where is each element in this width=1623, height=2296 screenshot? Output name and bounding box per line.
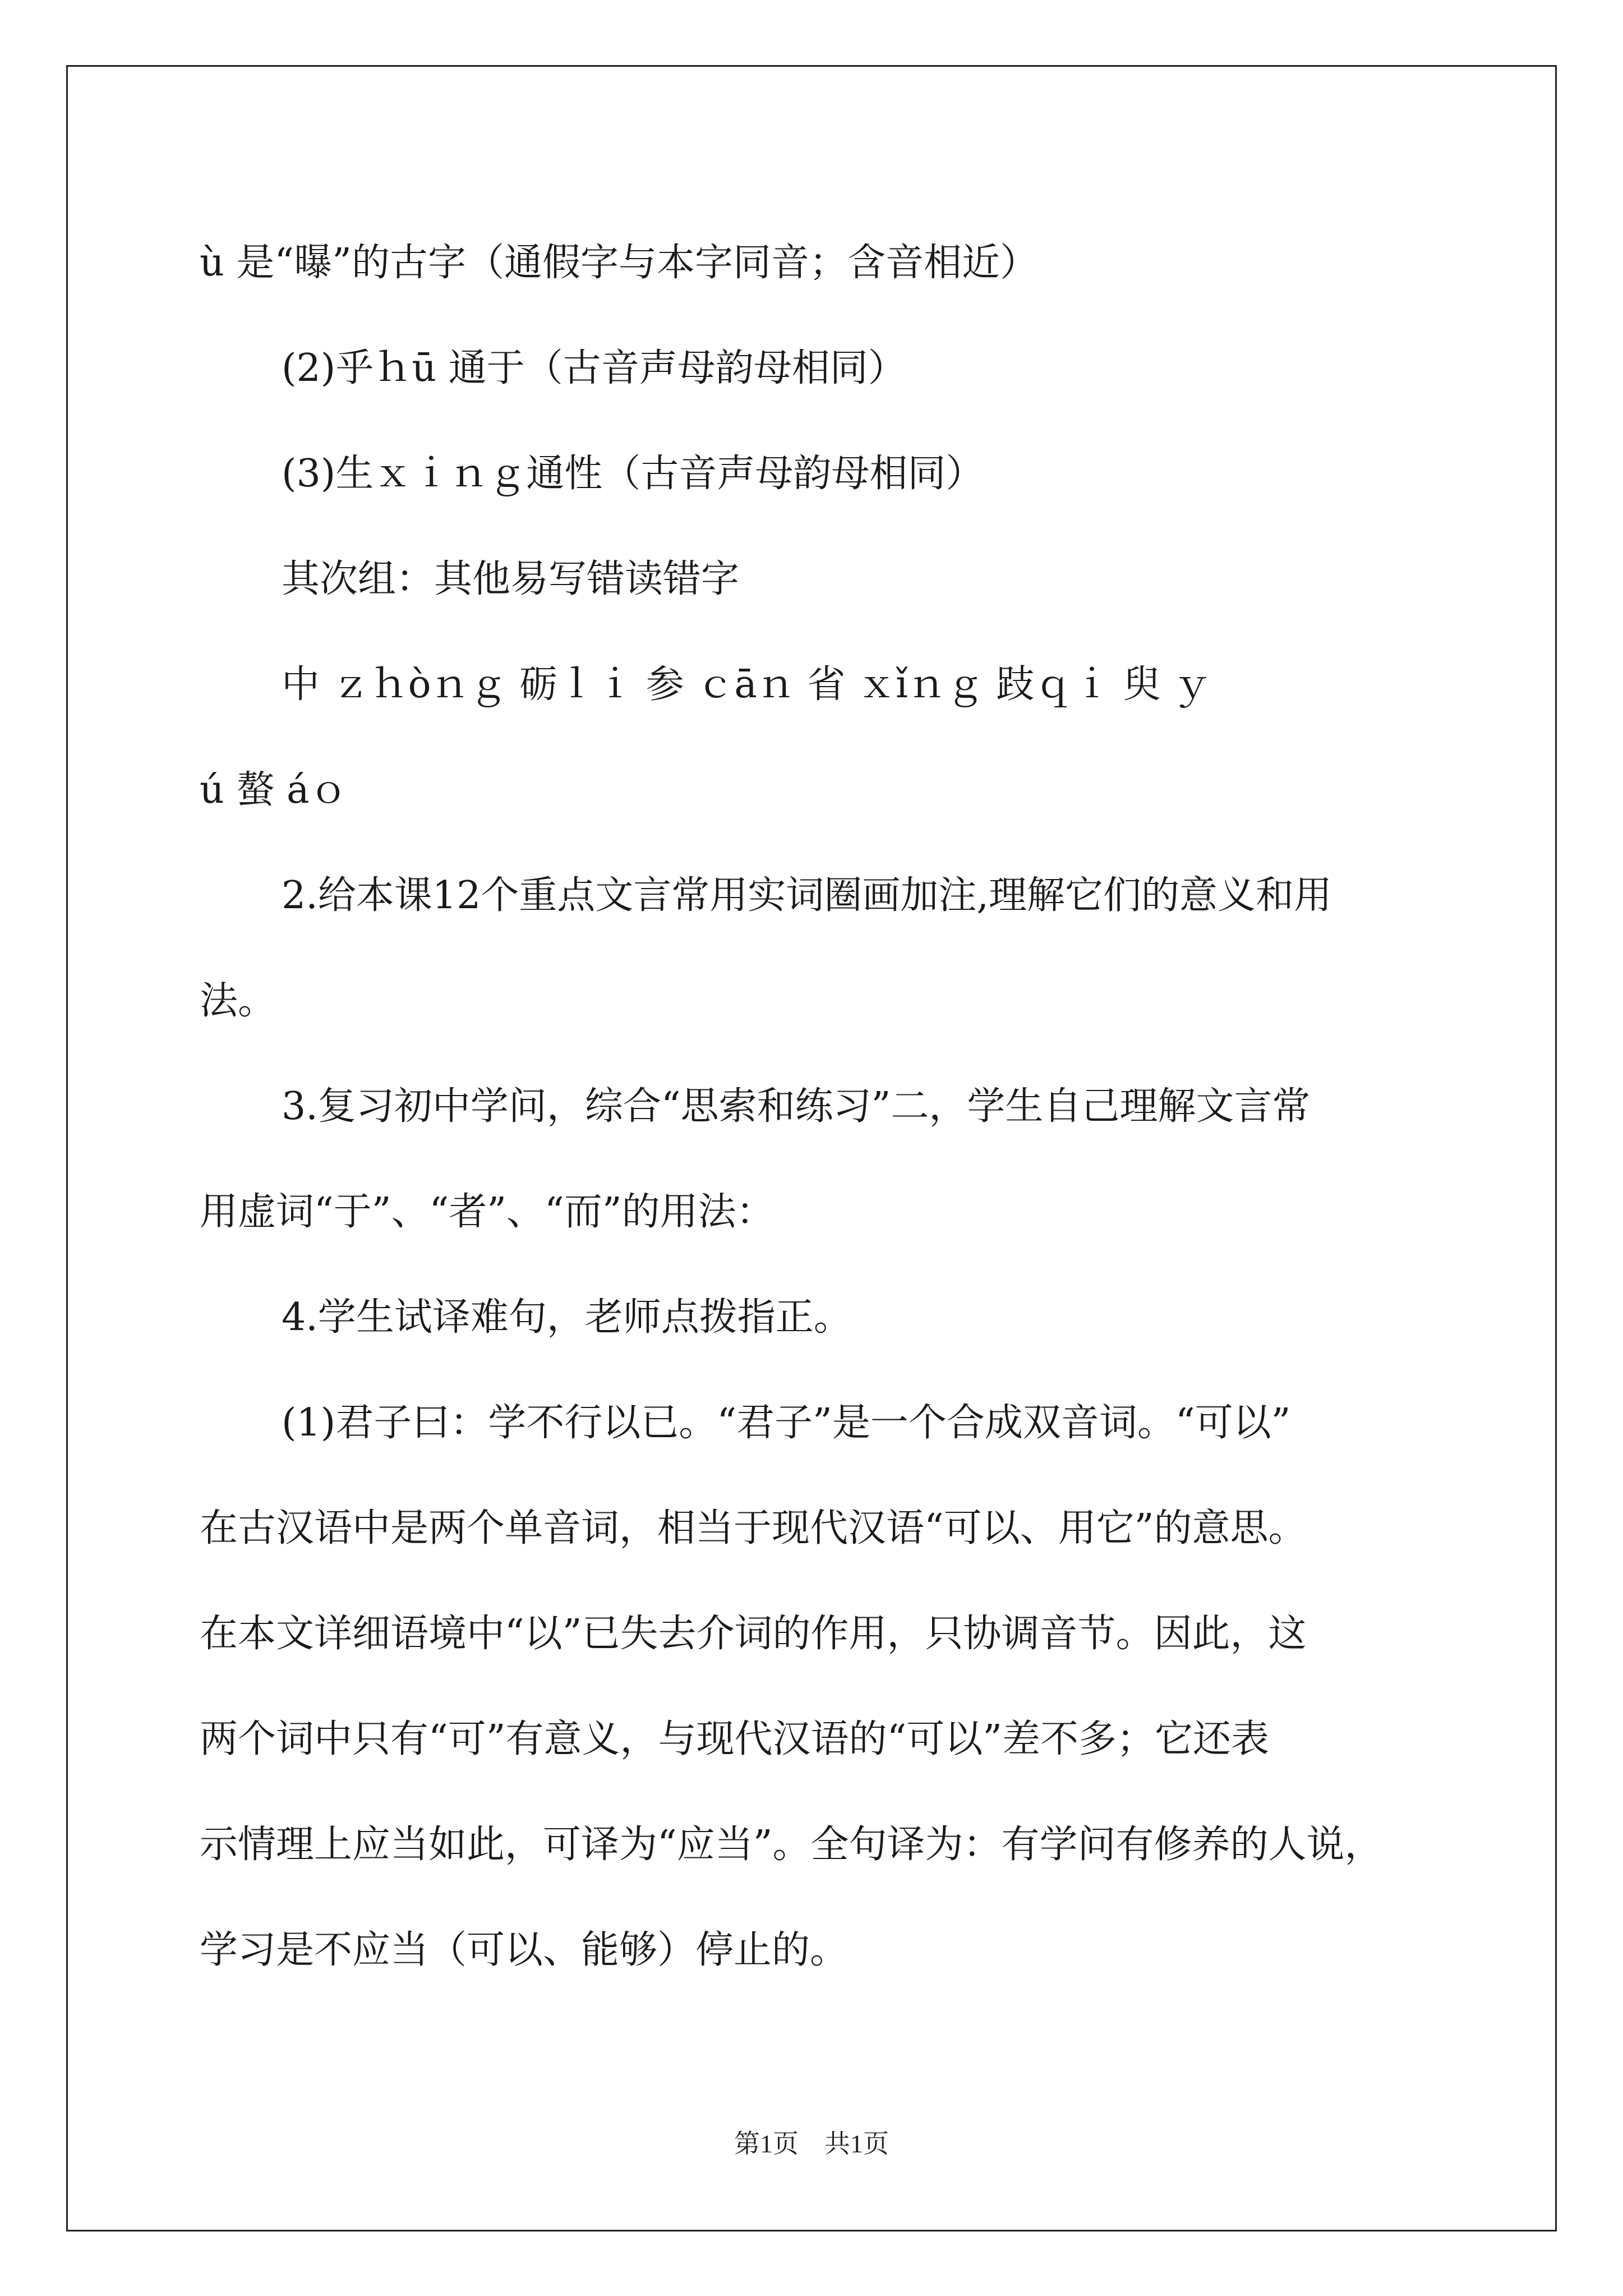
text-line: 2.给本课12个重点文言常用实词圈画加注,理解它们的意义和用 — [282, 873, 1332, 918]
text-line: 用虚词“于”、“者”、“而”的用法： — [200, 1190, 774, 1234]
text-line: ú 螯 áｏ — [200, 768, 348, 812]
text-line: 3.复习初中学问，综合“思索和练习”二，学生自己理解文言常 — [282, 1084, 1311, 1129]
text-line: 两个词中只有“可”有意义，与现代汉语的“可以”差不多；它还表 — [200, 1717, 1270, 1761]
text-line: 法。 — [200, 979, 276, 1023]
text-line: 在古汉语中是两个单音词，相当于现代汉语“可以、用它”的意思。 — [200, 1506, 1307, 1550]
text-line: 在本文详细语境中“以”已失去介词的作用，只协调音节。因此，这 — [200, 1612, 1307, 1656]
text-line: 其次组：其他易写错读错字 — [282, 557, 740, 601]
text-line: (1)君子曰：学不行以已。“君子”是一个合成双音词。“可以” — [282, 1401, 1291, 1445]
text-line: (2)乎ｈū 通于（古音声母韵母相同） — [282, 346, 906, 390]
text-line: ù 是“曝”的古字（通假字与本字同音；含音相近） — [200, 241, 1038, 285]
text-line: 示情理上应当如此，可译为“应当”。全句译为：有学问有修养的人说， — [200, 1823, 1383, 1867]
text-line: 4.学生试译难句，老师点拨指正。 — [282, 1295, 852, 1340]
document-body — [200, 210, 1433, 2003]
text-line: 学习是不应当（可以、能够）停止的。 — [200, 1928, 849, 1972]
page-footer: 第1页 共1页 — [734, 2129, 889, 2158]
text-line: (3)生ｘｉｎｇ通性（古音声母韵母相同） — [282, 452, 984, 496]
text-line: 中 ｚｈòｎｇ 砺ｌｉ 参 ｃāｎ 省 ｘǐｎｇ 跂ｑｉ 臾 ｙ — [282, 662, 1211, 707]
